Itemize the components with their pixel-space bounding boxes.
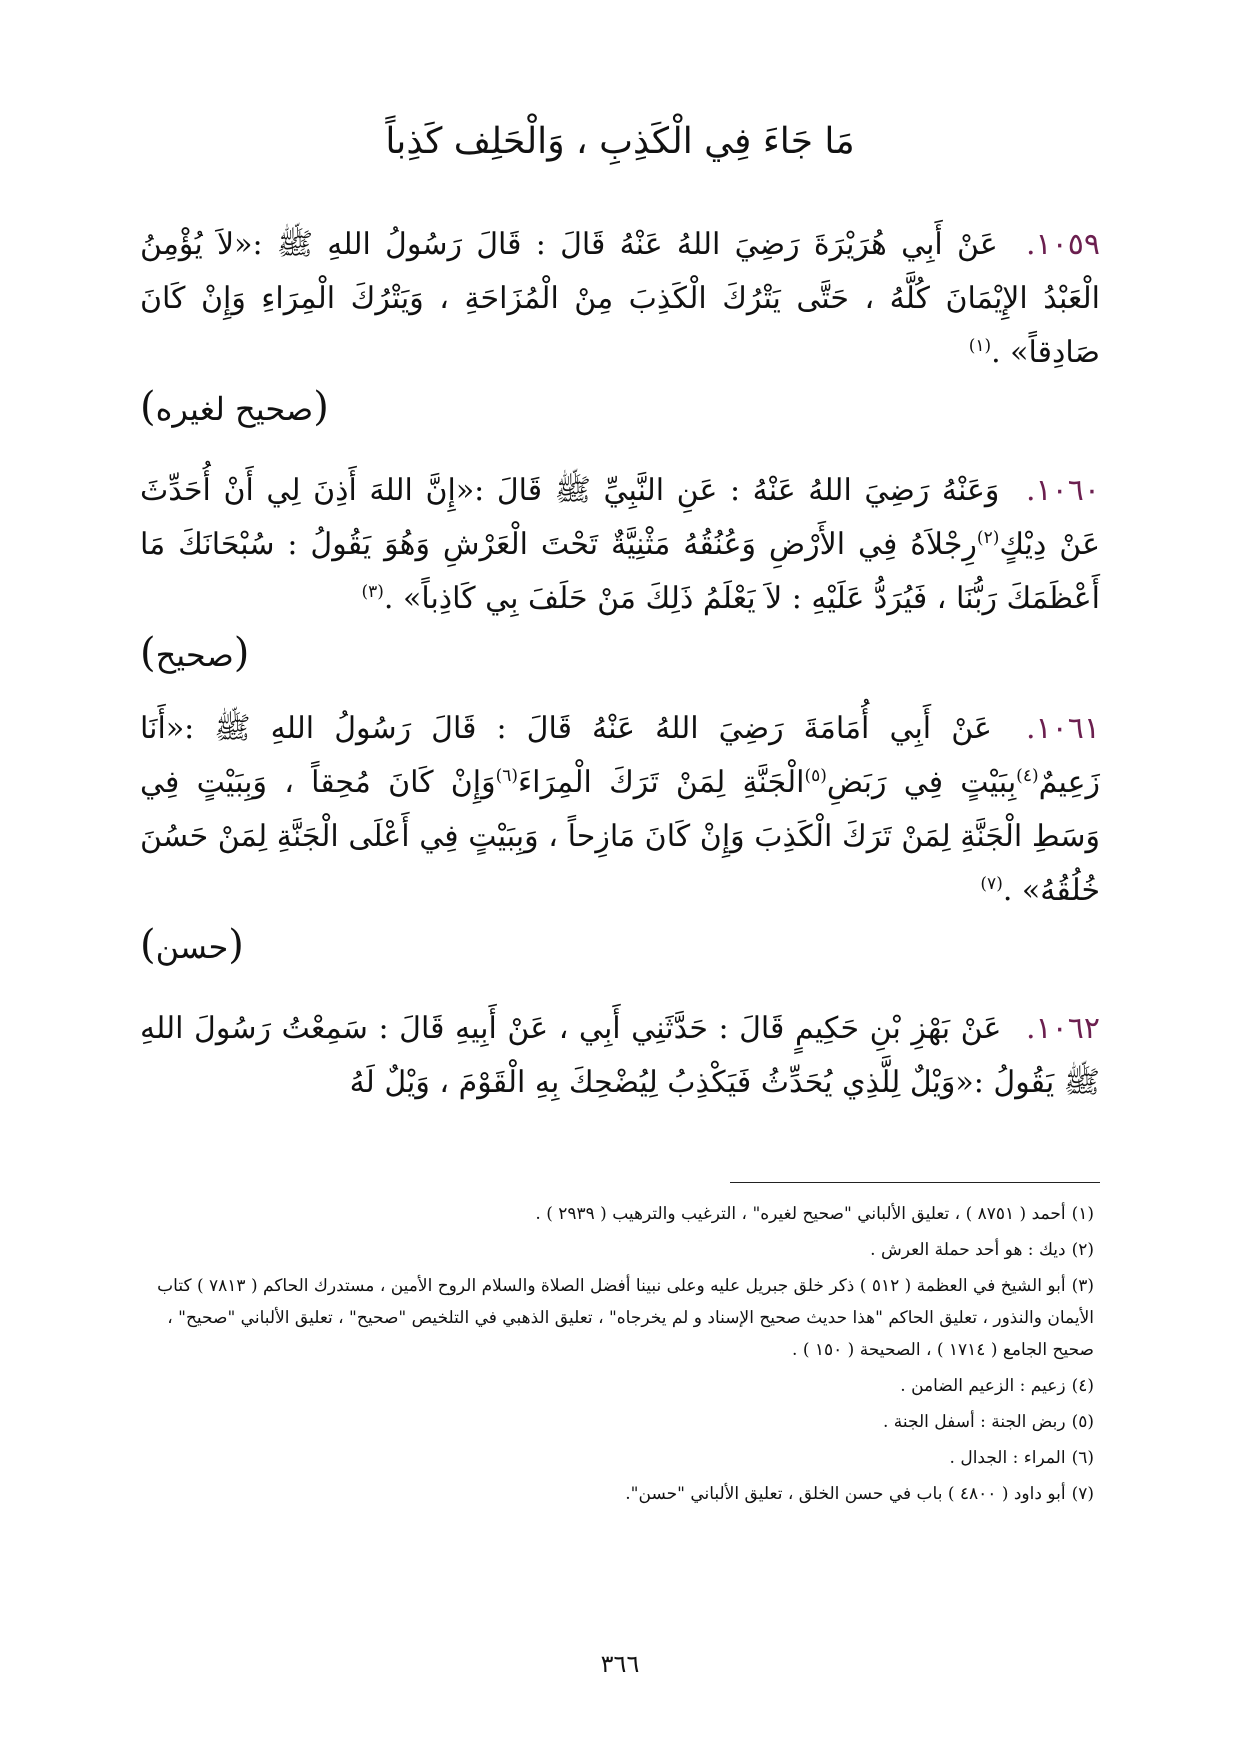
footnote-ref[interactable]: (٧) — [980, 874, 1003, 894]
footnote-4: (٤)زعيم : الزعيم الضامن . — [900, 1376, 1094, 1396]
grade-line — [140, 918, 1100, 974]
hadith-text: الْجَنَّةِ لِمَنْ تَرَكَ الْمِرَاءَ — [518, 765, 805, 800]
grade-line — [140, 626, 1100, 682]
footnotes-section — [140, 1198, 1100, 1514]
footnote-ref[interactable]: (٢) — [976, 528, 1000, 548]
footnote-ref[interactable]: (٥) — [804, 766, 827, 786]
hadith-text: وَإِنْ كَانَ مُحِقاً ، وَبِبَيْتٍ فِي وَسَطِ الْجَنَّةِ لِمَنْ تَرَكَ الْكَذِبَ وَإِنْ كَانَ مَازِحاً ، وَبِبَيْتٍ فِي أَعْلَى الْجَنَّةِ لِمَنْ حَسُنَ خُلُقُهُ» . — [140, 765, 1100, 908]
hadith-1060 — [140, 464, 1100, 682]
footnote-6: (٦)المراء : الجدال . — [949, 1448, 1094, 1468]
grade-line — [140, 380, 1100, 436]
hadith-text: بِبَيْتٍ فِي رَبَضِ — [826, 765, 1017, 800]
hadith-text: عَنْ بَهْزِ بْنِ حَكِيمٍ قَالَ : حَدَّثَنِي أَبِي ، عَنْ أَبِيهِ قَالَ : سَمِعْتُ رَسُولَ اللهِ ﷺ يَقُولُ :«وَيْلٌ لِلَّذِي يُحَدِّثُ فَيَكْذِبُ لِيُضْحِكَ بِهِ الْقَوْمَ ، وَيْلٌ لَهُ — [140, 1011, 1100, 1100]
page-number: ٣٦٦ — [600, 1650, 640, 1678]
footnote-1: (١)أحمد ( ٨٧٥١ ) ، تعليق الألباني "صحيح لغيره" ، الترغيب والترهيب ( ٢٩٣٩ ) . — [535, 1204, 1094, 1224]
footnote-ref[interactable]: (٦) — [495, 766, 519, 786]
hadith-text: رِجْلاَهُ فِي الأَرْضِ وَعُنُقُهُ مَثْنِيَّةٌ تَحْتَ الْعَرْشِ وَهُوَ يَقُولُ : سُبْحَانَكَ مَا أَعْظَمَكَ رَبُّنَا ، فَيُرَدُّ عَلَيْهِ : لاَ يَعْلَمُ ذَلِكَ مَنْ حَلَفَ بِي كَاذِباً» . — [140, 527, 1100, 616]
hadith-grade: (صحيح) — [140, 630, 250, 676]
hadith-1062 — [140, 1002, 1100, 1110]
footnote-divider — [730, 1182, 1100, 1183]
footnote-3: (٣)أبو الشيخ في العظمة ( ٥١٢ ) ذكر خلق جبريل عليه وعلى نبينا أفضل الصلاة والسلام الروح الأمين ، مستدرك الحاكم ( ٧٨١٣ ) كتاب الأيمان والنذور ، تعليق الحاكم "هذا حديث صحيح الإسناد و لم يخرجاه" ، تعليق الذهبي في التلخيص "صحيح" ، تعليق الألباني "صحيح" ، صحيح الجامع ( ١٧١٤ ) ، الصحيحة ( ١٥٠ ) . — [157, 1276, 1094, 1360]
hadith-number: ١٠٥٩. — [1026, 227, 1100, 262]
hadith-grade: (حسن) — [140, 922, 244, 968]
hadith-text: عَنْ أَبِي أُمَامَةَ رَضِيَ اللهُ عَنْهُ قَالَ : قَالَ رَسُولُ اللهِ ﷺ :«أَنَا زَعِيمٌ — [140, 711, 1100, 800]
footnote-2: (٢)ديك : هو أحد حملة العرش . — [870, 1240, 1094, 1260]
hadith-1061 — [140, 702, 1100, 974]
footnote-ref[interactable]: (١) — [968, 336, 992, 356]
hadith-number: ١٠٦٢. — [1025, 1011, 1100, 1046]
footnote-ref[interactable]: (٤) — [1016, 766, 1039, 786]
hadith-text: عَنْ أَبِي هُرَيْرَةَ رَضِيَ اللهُ عَنْهُ قَالَ : قَالَ رَسُولُ اللهِ ﷺ :«لاَ يُؤْمِنُ الْعَبْدُ الإِيْمَانَ كُلَّهُ ، حَتَّى يَتْرُكَ الْكَذِبَ مِنْ الْمُزَاحَةِ ، وَيَتْرُكَ الْمِرَاءِ وَإِنْ كَانَ صَادِقاً» . — [140, 227, 1100, 370]
footnote-5: (٥)ربض الجنة : أسفل الجنة . — [882, 1412, 1094, 1432]
footnote-ref[interactable]: (٣) — [361, 582, 384, 602]
hadith-number: ١٠٦٠. — [1026, 473, 1100, 508]
hadith-1059 — [140, 218, 1100, 436]
hadith-number: ١٠٦١. — [1026, 711, 1100, 746]
hadith-text: وَعَنْهُ رَضِيَ اللهُ عَنْهُ : عَنِ النَّبِيِّ ﷺ قَالَ :«إِنَّ اللهَ أَذِنَ لِي أَنْ أُحَدِّثَ عَنْ دِيْكٍ — [140, 473, 1100, 562]
footnote-7: (٧)أبو داود ( ٤٨٠٠ ) باب في حسن الخلق ، تعليق الألباني "حسن". — [625, 1484, 1094, 1504]
hadith-grade: (صحيح لغيره) — [140, 384, 329, 430]
chapter-heading: مَا جَاءَ فِي الْكَذِبِ ، وَالْحَلِف كَذِباً — [385, 121, 855, 162]
